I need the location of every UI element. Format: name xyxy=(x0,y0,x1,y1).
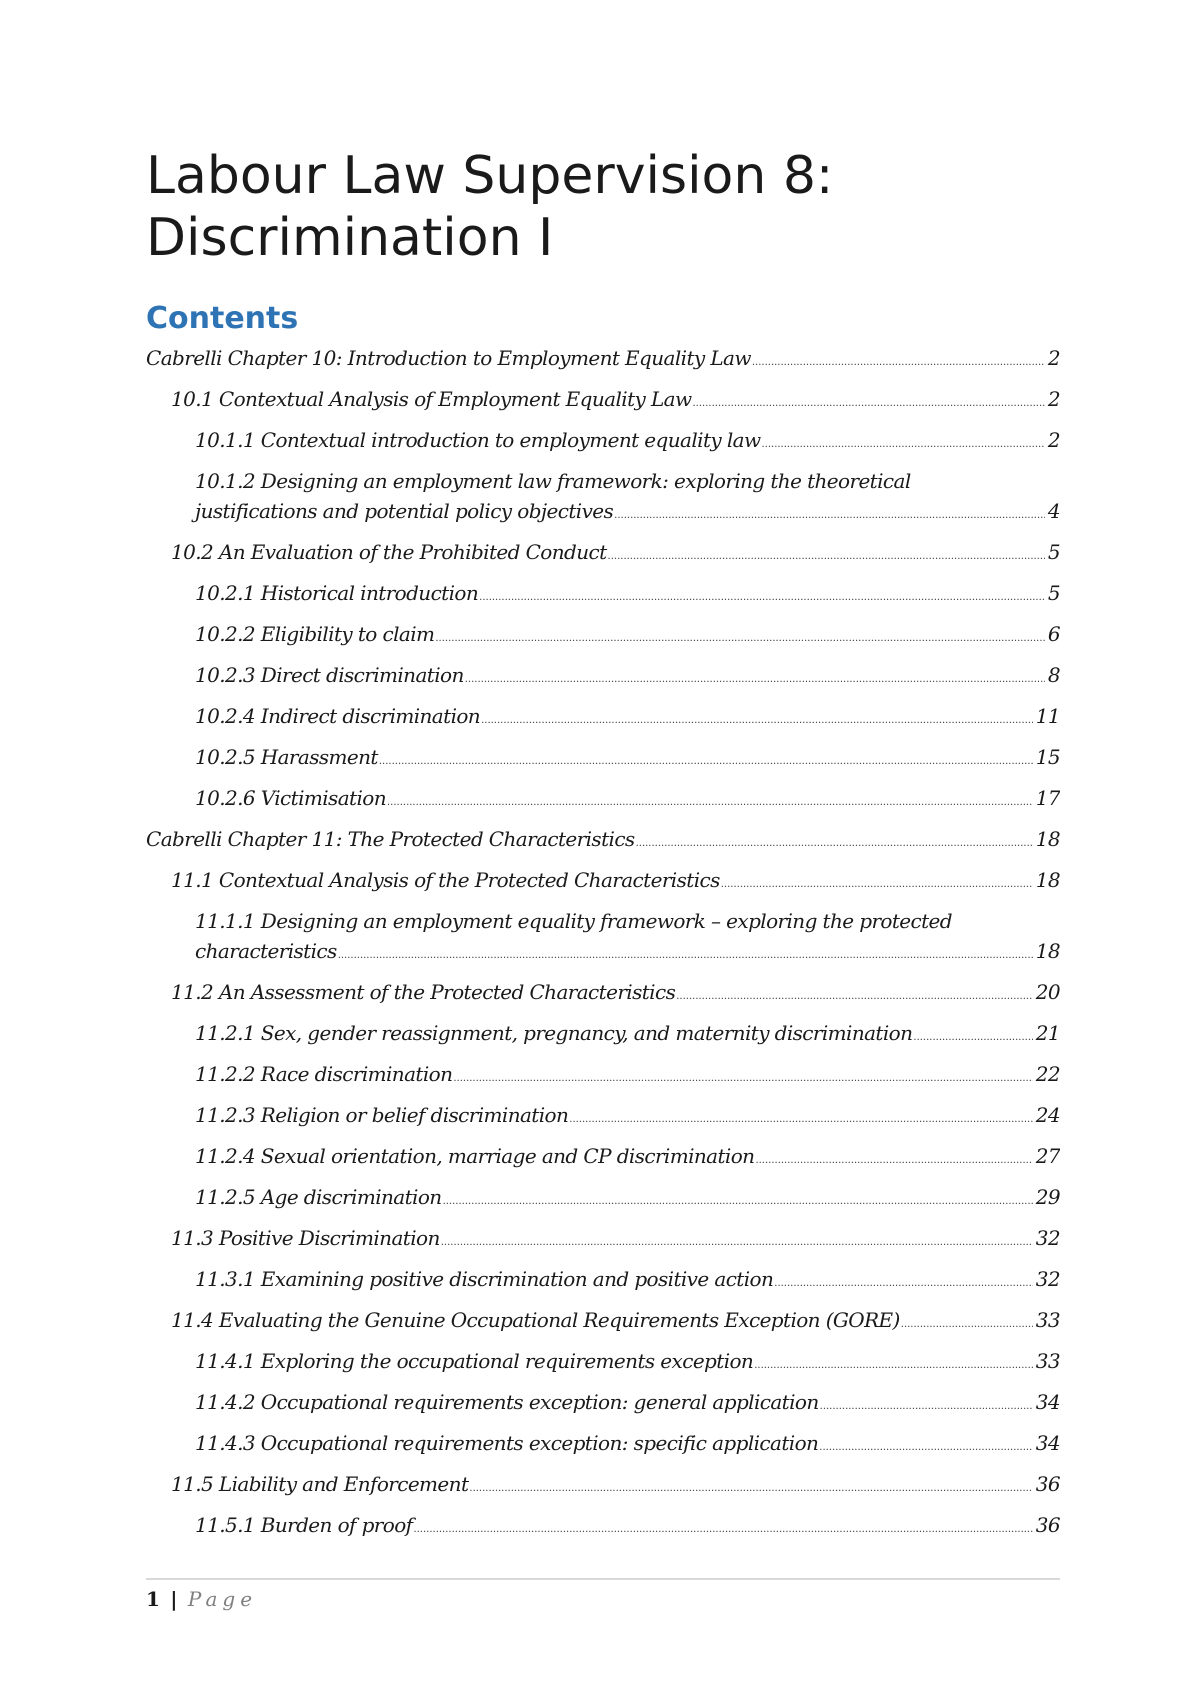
toc-entry-title: 11.2.5 Age discrimination xyxy=(195,1185,442,1209)
toc-dot-leader xyxy=(614,511,1045,521)
toc-entry-title: 10.2.4 Indirect discrimination xyxy=(195,704,481,728)
toc-dot-leader xyxy=(636,839,1033,849)
toc-entry[interactable] xyxy=(146,1100,1060,1130)
toc-entry-title: 11.2.2 Race discrimination xyxy=(195,1062,453,1086)
toc-entry-line xyxy=(195,578,1060,608)
toc-entry-page-number: 34 xyxy=(1035,1431,1060,1455)
toc-dot-leader xyxy=(479,593,1045,603)
toc-entry-title: characteristics xyxy=(195,939,337,963)
toc-entry[interactable] xyxy=(146,425,1060,455)
toc-entry[interactable] xyxy=(146,1223,1060,1253)
toc-entry[interactable] xyxy=(146,1428,1060,1458)
toc-entry[interactable] xyxy=(146,619,1060,649)
toc-dot-leader xyxy=(693,399,1045,409)
toc-dot-leader xyxy=(465,675,1045,685)
toc-entry-title: 10.2.6 Victimisation xyxy=(195,786,386,810)
toc-entry-title: 11.4.1 Exploring the occupational requirements exception xyxy=(195,1349,754,1373)
toc-entry[interactable] xyxy=(146,1305,1060,1335)
toc-entry-page-number: 15 xyxy=(1035,745,1060,769)
toc-entry-title: 10.2 An Evaluation of the Prohibited Conduct xyxy=(171,540,607,564)
toc-dot-leader xyxy=(387,798,1033,808)
toc-entry-title-line-1: 10.1.2 Designing an employment law framework: exploring the theoretical xyxy=(195,469,911,493)
toc-dot-leader xyxy=(820,1402,1033,1412)
footer-page-label: Page xyxy=(187,1587,258,1611)
toc-entry-line xyxy=(195,1141,1060,1171)
toc-entry-page-number: 22 xyxy=(1035,1062,1060,1086)
footer-page-number: 1 xyxy=(146,1587,160,1611)
toc-entry-line xyxy=(195,496,1060,526)
toc-entry[interactable] xyxy=(146,578,1060,608)
toc-entry-title: 11.4.3 Occupational requirements exception: specific application xyxy=(195,1431,819,1455)
toc-entry-page-number: 18 xyxy=(1035,827,1060,851)
toc-entry[interactable] xyxy=(146,1510,1060,1540)
toc-entry-page-number: 6 xyxy=(1047,622,1060,646)
toc-dot-leader xyxy=(752,358,1045,368)
toc-dot-leader xyxy=(413,1525,1032,1535)
toc-entry-line xyxy=(171,537,1060,567)
toc-entry[interactable] xyxy=(146,660,1060,690)
toc-dot-leader xyxy=(569,1115,1032,1125)
toc-entry-line xyxy=(195,1264,1060,1294)
contents-heading: Contents xyxy=(146,301,299,336)
toc-entry-page-number: 17 xyxy=(1035,786,1060,810)
document-title-line-2: Discrimination I xyxy=(146,208,554,268)
toc-entry-title: 10.2.5 Harassment xyxy=(195,745,378,769)
toc-dot-leader xyxy=(338,951,1033,961)
toc-entry[interactable] xyxy=(146,1182,1060,1212)
toc-entry-line xyxy=(195,1100,1060,1130)
toc-entry-title-line-1: 11.1.1 Designing an employment equality framework – exploring the protected xyxy=(195,909,952,933)
toc-dot-leader xyxy=(676,992,1033,1002)
toc-entry-title: 11.5.1 Burden of proof xyxy=(195,1513,413,1537)
toc-dot-leader xyxy=(469,1484,1032,1494)
toc-entry-page-number: 5 xyxy=(1047,540,1060,564)
toc-entry[interactable] xyxy=(146,343,1060,373)
toc-entry-title: justifications and potential policy objectives xyxy=(195,499,614,523)
toc-entry-title: 10.2.3 Direct discrimination xyxy=(195,663,464,687)
toc-entry-page-number: 2 xyxy=(1047,428,1060,452)
toc-entry-line xyxy=(195,619,1060,649)
toc-entry-line xyxy=(195,1387,1060,1417)
toc-entry-line xyxy=(195,1346,1060,1376)
toc-dot-leader xyxy=(754,1361,1033,1371)
toc-entry-title: 11.2.4 Sexual orientation, marriage and CP discrimination xyxy=(195,1144,755,1168)
toc-entry-title: 11.2.1 Sex, gender reassignment, pregnancy, and maternity discrimination xyxy=(195,1021,913,1045)
toc-entry[interactable] xyxy=(146,1018,1060,1048)
toc-entry-line xyxy=(146,343,1060,373)
document-title-line-1: Labour Law Supervision 8: xyxy=(146,146,834,206)
toc-entry[interactable] xyxy=(146,906,1060,966)
toc-entry-line xyxy=(171,1305,1060,1335)
toc-entry-line xyxy=(146,824,1060,854)
toc-entry-page-number: 4 xyxy=(1047,499,1060,523)
toc-entry-title: 11.2.3 Religion or belief discrimination xyxy=(195,1103,569,1127)
toc-entry-line xyxy=(195,660,1060,690)
toc-entry-line xyxy=(171,1223,1060,1253)
toc-entry-title: 11.2 An Assessment of the Protected Characteristics xyxy=(171,980,676,1004)
toc-dot-leader xyxy=(774,1279,1032,1289)
toc-entry-title: Cabrelli Chapter 10: Introduction to Employment Equality Law xyxy=(146,346,751,370)
toc-entry-page-number: 32 xyxy=(1035,1226,1060,1250)
toc-entry-page-number: 5 xyxy=(1047,581,1060,605)
toc-entry-title: 11.1 Contextual Analysis of the Protected Characteristics xyxy=(171,868,720,892)
toc-entry[interactable] xyxy=(146,977,1060,1007)
toc-entry[interactable] xyxy=(146,384,1060,414)
toc-entry[interactable] xyxy=(146,1346,1060,1376)
toc-dot-leader xyxy=(379,757,1033,767)
document-title xyxy=(146,145,1106,269)
toc-entry-page-number: 18 xyxy=(1035,868,1060,892)
toc-entry[interactable] xyxy=(146,1264,1060,1294)
toc-dot-leader xyxy=(443,1197,1033,1207)
toc-entry-title: 11.3.1 Examining positive discrimination and positive action xyxy=(195,1267,774,1291)
toc-entry[interactable] xyxy=(146,1059,1060,1089)
toc-entry-page-number: 18 xyxy=(1035,939,1060,963)
toc-entry-page-number: 2 xyxy=(1047,387,1060,411)
toc-entry-title: 11.3 Positive Discrimination xyxy=(171,1226,440,1250)
page-footer xyxy=(146,1584,257,1614)
toc-entry-line xyxy=(195,1018,1060,1048)
toc-entry-title: 10.1 Contextual Analysis of Employment Equality Law xyxy=(171,387,692,411)
toc-dot-leader xyxy=(608,552,1045,562)
toc-entry-line xyxy=(195,936,1060,966)
toc-entry[interactable] xyxy=(146,742,1060,772)
toc-entry-line xyxy=(171,865,1060,895)
toc-entry-page-number: 20 xyxy=(1035,980,1060,1004)
toc-entry-page-number: 24 xyxy=(1035,1103,1060,1127)
toc-entry-page-number: 27 xyxy=(1035,1144,1060,1168)
toc-entry-page-number: 8 xyxy=(1047,663,1060,687)
toc-dot-leader xyxy=(721,880,1033,890)
toc-dot-leader xyxy=(761,440,1044,450)
toc-entry-page-number: 29 xyxy=(1035,1185,1060,1209)
table-of-contents xyxy=(146,343,1060,1551)
toc-dot-leader xyxy=(441,1238,1033,1248)
toc-entry-line xyxy=(171,384,1060,414)
toc-dot-leader xyxy=(453,1074,1032,1084)
toc-entry-page-number: 33 xyxy=(1035,1349,1060,1373)
toc-entry[interactable] xyxy=(146,537,1060,567)
toc-entry[interactable] xyxy=(146,1469,1060,1499)
footer-separator: | xyxy=(170,1587,178,1611)
toc-entry-title: 11.4.2 Occupational requirements exception: general application xyxy=(195,1390,819,1414)
toc-dot-leader xyxy=(755,1156,1032,1166)
toc-entry-page-number: 33 xyxy=(1035,1308,1060,1332)
toc-entry-title: 11.4 Evaluating the Genuine Occupational Requirements Exception (GORE) xyxy=(171,1308,900,1332)
toc-entry-page-number: 2 xyxy=(1047,346,1060,370)
toc-entry-line xyxy=(171,977,1060,1007)
toc-entry[interactable] xyxy=(146,1387,1060,1417)
toc-entry-page-number: 34 xyxy=(1035,1390,1060,1414)
toc-dot-leader xyxy=(435,634,1045,644)
toc-entry-page-number: 11 xyxy=(1035,704,1060,728)
toc-entry-line xyxy=(195,1428,1060,1458)
toc-dot-leader xyxy=(481,716,1033,726)
toc-entry[interactable] xyxy=(146,1141,1060,1171)
toc-entry-title: 10.2.2 Eligibility to claim xyxy=(195,622,435,646)
toc-entry-page-number: 21 xyxy=(1035,1021,1060,1045)
toc-entry-line xyxy=(195,425,1060,455)
toc-entry[interactable] xyxy=(146,783,1060,813)
footer-divider xyxy=(146,1578,1060,1580)
toc-entry-line xyxy=(195,701,1060,731)
toc-entry[interactable] xyxy=(146,824,1060,854)
toc-entry-line xyxy=(195,1059,1060,1089)
toc-entry-line xyxy=(195,1182,1060,1212)
toc-dot-leader xyxy=(819,1443,1032,1453)
toc-entry-line xyxy=(195,783,1060,813)
toc-dot-leader xyxy=(901,1320,1033,1330)
toc-entry-title: 10.2.1 Historical introduction xyxy=(195,581,479,605)
toc-entry[interactable] xyxy=(146,466,1060,526)
toc-entry[interactable] xyxy=(146,701,1060,731)
toc-entry-line xyxy=(171,1469,1060,1499)
toc-entry-page-number: 36 xyxy=(1035,1472,1060,1496)
toc-entry-page-number: 36 xyxy=(1035,1513,1060,1537)
toc-entry-line xyxy=(195,742,1060,772)
toc-dot-leader xyxy=(913,1033,1032,1043)
toc-entry-page-number: 32 xyxy=(1035,1267,1060,1291)
toc-entry[interactable] xyxy=(146,865,1060,895)
toc-entry-title: Cabrelli Chapter 11: The Protected Characteristics xyxy=(146,827,635,851)
toc-entry-line xyxy=(195,1510,1060,1540)
toc-entry-title: 10.1.1 Contextual introduction to employment equality law xyxy=(195,428,761,452)
toc-entry-title: 11.5 Liability and Enforcement xyxy=(171,1472,469,1496)
